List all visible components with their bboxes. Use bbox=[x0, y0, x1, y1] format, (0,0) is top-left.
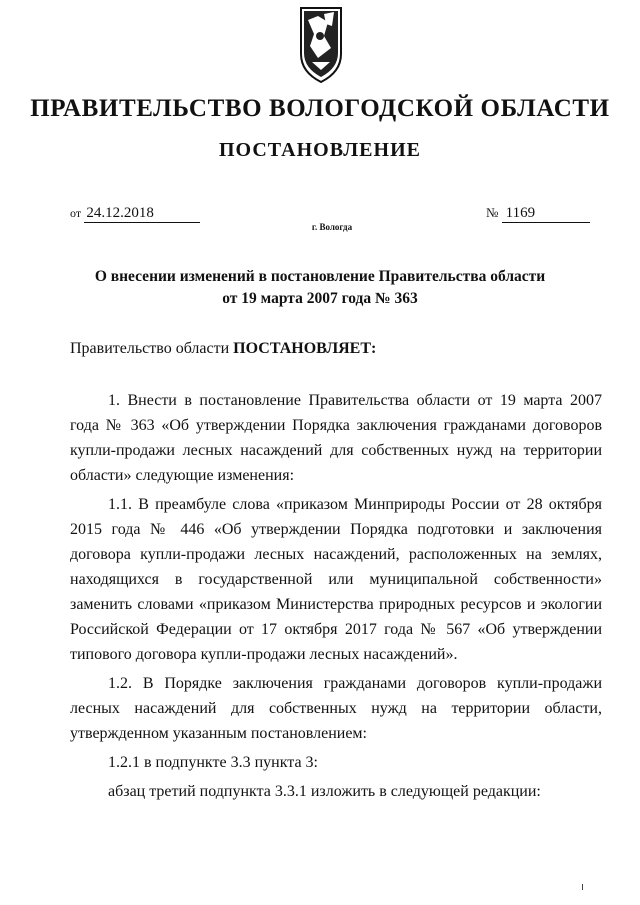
paragraph-1: 1. Внести в постановление Правительства области от 19 марта 2007 года № 363 «Об утверждении Порядка заключения гражданами договоров купли-продажи лесных насаждений для собственных нужд на территории области» следующие изменения: bbox=[70, 392, 602, 484]
preamble bbox=[70, 340, 376, 358]
date-row bbox=[70, 205, 200, 223]
document-date: 24.12.2018 bbox=[84, 205, 200, 223]
document-subject bbox=[70, 266, 570, 310]
paragraph-1-2-1: 1.2.1 в подпункте 3.3 пункта 3: bbox=[108, 754, 318, 771]
document-body bbox=[70, 388, 602, 808]
organization-title: ПРАВИТЕЛЬСТВО ВОЛОГОДСКОЙ ОБЛАСТИ bbox=[30, 95, 610, 122]
subject-line-1: О внесении изменений в постановление Правительства области bbox=[94, 268, 546, 285]
paragraph-abzac: абзац третий подпункта 3.3.1 изложить в следующей редакции: bbox=[108, 783, 541, 800]
date-label: от bbox=[70, 206, 82, 220]
preamble-bold: ПОСТАНОВЛЯЕТ: bbox=[233, 340, 377, 357]
paragraph-1-1: 1.1. В преамбуле слова «приказом Минприроды России от 28 октября 2015 года № 446 «Об утверждении Порядка подготовки и заключения договора купли-продажи лесных насаждений, расположенных на землях, находящихся в государственной или муниципальной собственности» заменить словами «приказом Министерства природных ресурсов и экологии Российской Федерации от 17 октября 2017 года № 567 «Об утверждении типового договора купли-продажи лесных насаждений». bbox=[70, 496, 602, 663]
subject-line-2: от 19 марта 2007 года № 363 bbox=[222, 290, 418, 307]
scan-mark bbox=[582, 884, 583, 890]
document-number: 1169 bbox=[502, 205, 590, 223]
number-row bbox=[486, 205, 590, 223]
preamble-text: Правительство области bbox=[70, 340, 234, 357]
city: г. Вологда bbox=[311, 222, 353, 232]
document-type: ПОСТАНОВЛЕНИЕ bbox=[219, 139, 421, 161]
number-label: № bbox=[486, 205, 499, 220]
coat-of-arms-emblem bbox=[298, 6, 344, 84]
paragraph-1-2: 1.2. В Порядке заключения гражданами договоров купли-продажи лесных насаждений для собственных нужд на территории области, утвержденном указанным постановлением: bbox=[70, 675, 602, 742]
